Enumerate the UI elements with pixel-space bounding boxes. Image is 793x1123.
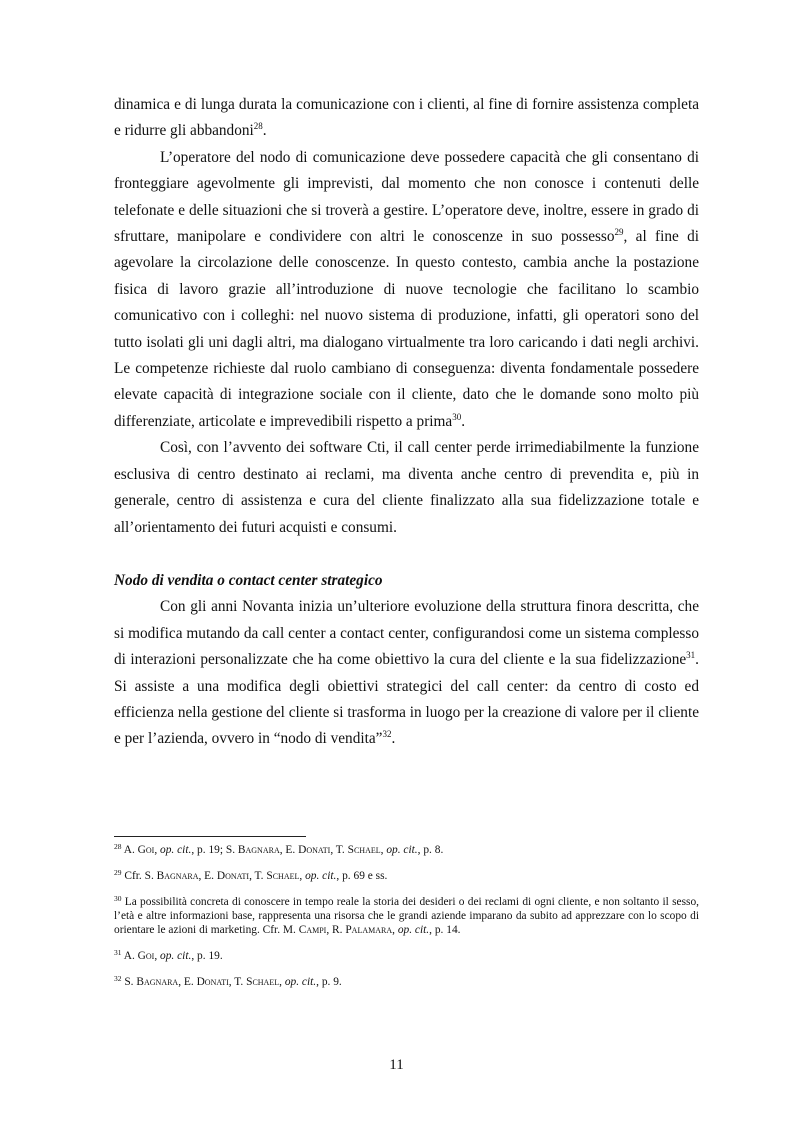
fn-citation: op. cit. [397,924,430,936]
fn-text: , p. 14. [429,924,461,936]
fn-author: agnara [164,870,199,882]
paragraph-3: Così, con l’avvento dei software Cti, il call center perde irrimediabilmente la funzione esclusiva di centro destinato ai reclami, ma diventa anche centro di prevendita e, più in generale, centro di assistenza e cura del cliente finalizzato alla sua fidelizzazione totale e all’orientamento dei futuri acquisti e consumi. [114,439,699,536]
fn-author: oi [145,950,155,962]
paragraph-1 [114,92,699,145]
punct: . [461,412,466,430]
fn-text: , p. 9. [316,976,342,988]
fn-author: onati [306,844,331,856]
fn-text: , E. D [178,976,205,988]
fn-author: ampi [306,924,327,936]
fn-text: , E. D [198,870,226,882]
fn-text: , [392,924,398,936]
fn-author: onati [204,976,229,988]
fn-author: alamara [351,924,393,936]
fn-citation: op. cit. [160,950,192,962]
footnote-number: 28 [114,842,122,851]
fn-citation: op. cit. [305,870,337,882]
paragraph-text: L’operatore del nodo di comunicazione deve possedere capacità che gli consentano di fronteggiare agevolmente gli imprevisti, dal momento che non conosce i contenuti delle telefonate e delle situazioni che si troverà a gestire. L’operatore deve, inoltre, essere in grado di sfruttare, manipolare e condividere con altri le conoscenze in suo possesso [114,148,699,246]
fn-author: chael [272,870,300,882]
fn-text: A. G [123,844,146,856]
fn-author: agnara [143,976,179,988]
punct: . [262,122,267,140]
footnote-ref-31[interactable]: 31 [686,650,696,661]
footnote-ref-28[interactable]: 28 [253,121,263,132]
footnote-divider [114,836,306,837]
fn-text: La possibilità concreta di conoscere in tempo reale la storia dei desideri o dei reclami di ogni cliente, e non soltanto il sesso, l’età e altre informazioni base, rappresenta una risorsa che le grandi aziende imparano da subito ad apprezzare con lo scopo di orientare le azioni di marketing. Cfr. M. C [114,896,699,936]
paragraph-text: , al fine di agevolare la circolazione delle conoscenze. In questo contesto, cambia anche la postazione fisica di lavoro grazie all’introduzione di nuove tecnologie che facilitano lo scambio comunicativo con i colleghi: nel nuovo sistema di produzione, infatti, gli operatori sono del tutto isolati gli uni dagli altri, ma dialogano virtualmente tra loro caricando i dati negli archivi. Le competenze richieste dal ruolo cambiano di conseguenza: diventa fondamentale possedere elevate capacità di integrazione sociale con il cliente, dato che le domande sono molto più differenziate, articolate e imprevedibili rispetto a prima [114,228,699,430]
footnote-32 [114,975,699,989]
paragraph-text: dinamica e di lunga durata la comunicazione con i clienti, al fine di fornire assistenza completa e ridurre gli abbandoni [114,96,699,140]
paragraph-text: Con gli anni Novanta inizia un’ulteriore evoluzione della struttura finora descritta, che si modifica mutando da call center a contact center, configurandosi come un sistema complesso di interazioni personalizzate che ha come obiettivo la cura del cliente e la sua fidelizzazione [114,598,699,669]
fn-text: , T. S [330,844,354,856]
fn-citation: op. cit. [386,844,418,856]
fn-text: , [380,844,387,856]
body-text [114,92,699,753]
footnote-ref-30[interactable]: 30 [452,411,462,422]
footnote-31 [114,949,699,963]
fn-text: Cfr. S. B [124,870,165,882]
fn-citation: op. cit. [284,976,317,988]
paragraph-text: . Si assiste a una modifica degli obiettivi strategici del call center: da centro di costo ed efficienza nella gestione del cliente si trasforma in luogo per la creazione di valore per il cliente e per l’azienda, ovvero in “nodo di vendita” [114,651,699,748]
fn-text: S. B [121,976,144,988]
fn-author: oi [145,844,155,856]
fn-text: , T. S [228,976,253,988]
fn-text: , [279,976,285,988]
footnote-ref-32[interactable]: 32 [382,729,392,740]
page-number: 11 [389,1057,404,1073]
fn-text: , p. 19; [191,844,226,856]
fn-text: , p. 8. [417,844,444,856]
footnote-ref-29[interactable]: 29 [614,227,624,238]
footnote-number: 30 [114,894,122,903]
paragraph-2 [114,145,699,435]
fn-text: , p. 19. [191,950,223,962]
section-gap [114,541,699,568]
fn-text: A. G [121,950,146,962]
footnote-number: 29 [114,868,122,877]
footnotes [114,843,699,1001]
paragraph-4 [114,594,699,752]
fn-text: , [154,950,161,962]
fn-author: onati [225,870,250,882]
fn-text: , [299,870,306,882]
fn-text: , T. S [249,870,273,882]
footnote-28 [114,843,699,857]
footnote-number: 31 [114,948,122,957]
footnote-number: 32 [114,974,122,983]
fn-citation: op. cit. [160,844,192,856]
fn-text: , [154,844,161,856]
fn-text: , R. P [326,924,352,936]
fn-author: chael [353,844,381,856]
fn-text: , E. D [279,844,307,856]
footnote-30 [114,895,699,937]
fn-author: chael [252,976,280,988]
punct: . [391,730,396,748]
fn-author: agnara [245,844,280,856]
section-heading: Nodo di vendita o contact center strategico [114,571,383,589]
footnote-29 [114,869,699,883]
fn-text: , p. 69 e ss. [336,870,388,882]
fn-text: S. B [225,844,246,856]
